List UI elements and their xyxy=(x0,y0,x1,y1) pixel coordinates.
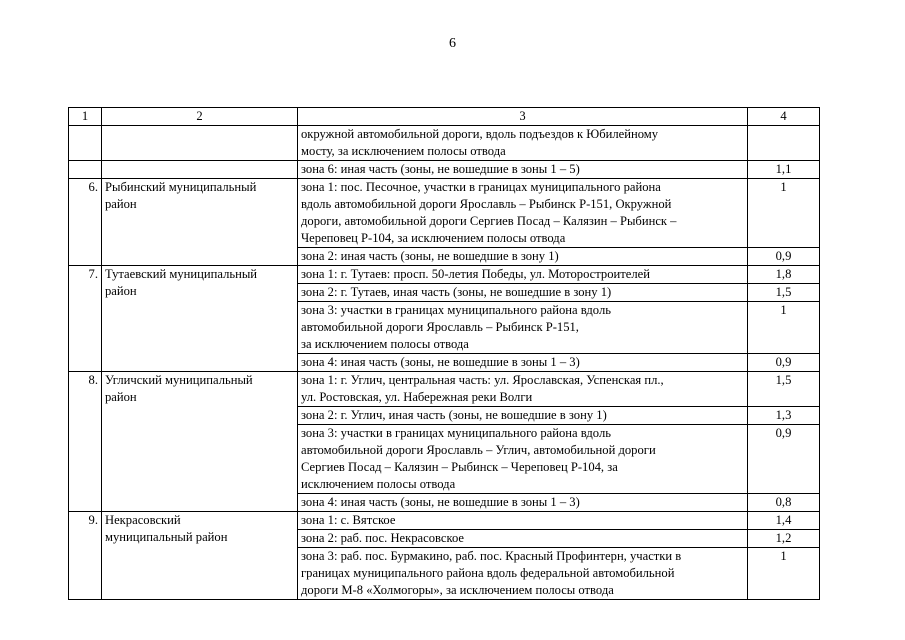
zone-text-line: зона 1: г. Углич, центральная часть: ул. Ярославская, Успенская пл., xyxy=(301,373,664,387)
zone-cell xyxy=(298,302,748,354)
zone-cell xyxy=(298,126,748,161)
district-name-line: муниципальный район xyxy=(105,530,228,544)
zone-text-line: зона 3: участки в границах муниципального района вдоль xyxy=(301,303,611,317)
zone-text-line: автомобильной дороги Ярославль – Рыбинск Р-151, xyxy=(301,320,579,334)
district-name xyxy=(102,179,298,266)
zone-text-line: за исключением полосы отвода xyxy=(301,337,469,351)
index-cell xyxy=(69,126,102,161)
header-cell: 4 xyxy=(748,108,820,126)
index-cell xyxy=(69,161,102,179)
zone-text-line: зона 2: иная часть (зоны, не вошедшие в зону 1) xyxy=(301,249,559,263)
table-row xyxy=(69,126,820,161)
zone-text-line: зона 2: раб. пос. Некрасовское xyxy=(301,531,465,545)
zone-text-line: Череповец Р-104, за исключением полосы отвода xyxy=(301,231,566,245)
coefficient-cell: 1,5 xyxy=(748,284,820,302)
table-row xyxy=(69,179,820,248)
table-row xyxy=(69,512,820,530)
district-name xyxy=(102,512,298,600)
zone-text-line: зона 1: с. Вятское xyxy=(301,513,396,527)
coefficient-cell: 1,4 xyxy=(748,512,820,530)
header-cell: 2 xyxy=(102,108,298,126)
zone-text-line: дороги М-8 «Холмогоры», за исключением полосы отвода xyxy=(301,583,614,597)
coefficient-cell: 1 xyxy=(748,302,820,354)
district-name-line: Тутаевский муниципальный xyxy=(105,267,258,281)
district-name-line: район xyxy=(105,197,137,211)
zone-cell xyxy=(298,530,748,548)
zone-text-line: окружной автомобильной дороги, вдоль подъездов к Юбилейному xyxy=(301,127,659,141)
zone-cell xyxy=(298,266,748,284)
district-name-line: Угличский муниципальный xyxy=(105,373,253,387)
zone-text-line: зона 3: раб. пос. Бурмакино, раб. пос. Красный Профинтерн, участки в xyxy=(301,549,682,563)
table-row xyxy=(69,161,820,179)
coefficient-cell: 0,9 xyxy=(748,354,820,372)
zone-text-line: мосту, за исключением полосы отвода xyxy=(301,144,506,158)
zone-text-line: зона 3: участки в границах муниципального района вдоль xyxy=(301,426,611,440)
coefficient-cell: 1,2 xyxy=(748,530,820,548)
zone-cell xyxy=(298,512,748,530)
zone-text-line: границах муниципального района вдоль федеральной автомобильной xyxy=(301,566,675,580)
zone-text-line: дороги, автомобильной дороги Сергиев Посад – Калязин – Рыбинск – xyxy=(301,214,677,228)
table-row xyxy=(69,266,820,284)
zone-text-line: зона 2: г. Тутаев, иная часть (зоны, не вошедшие в зону 1) xyxy=(301,285,612,299)
coefficient-cell: 1,5 xyxy=(748,372,820,407)
zone-cell xyxy=(298,425,748,494)
coefficient-cell: 1 xyxy=(748,179,820,248)
district-cell xyxy=(102,126,298,161)
zone-text-line: зона 2: г. Углич, иная часть (зоны, не вошедшие в зону 1) xyxy=(301,408,607,422)
zone-text-line: зона 4: иная часть (зоны, не вошедшие в зоны 1 – 3) xyxy=(301,495,580,509)
district-name-line: Некрасовский xyxy=(105,513,181,527)
coefficient-cell: 1,3 xyxy=(748,407,820,425)
coefficient-cell: 0,8 xyxy=(748,494,820,512)
zone-cell xyxy=(298,179,748,248)
district-name xyxy=(102,372,298,512)
coefficient-cell xyxy=(748,126,820,161)
district-name-line: район xyxy=(105,284,137,298)
coefficient-cell: 1 xyxy=(748,548,820,600)
zone-cell xyxy=(298,548,748,600)
district-cell xyxy=(102,161,298,179)
zone-cell xyxy=(298,248,748,266)
zone-cell xyxy=(298,494,748,512)
zone-cell xyxy=(298,284,748,302)
zone-text-line: зона 4: иная часть (зоны, не вошедшие в зоны 1 – 3) xyxy=(301,355,580,369)
zone-text-line: ул. Ростовская, ул. Набережная реки Волги xyxy=(301,390,533,404)
zone-cell xyxy=(298,372,748,407)
zones-table xyxy=(68,107,820,600)
zone-cell xyxy=(298,407,748,425)
zone-text-line: зона 6: иная часть (зоны, не вошедшие в зоны 1 – 5) xyxy=(301,162,580,176)
zone-text-line: Сергиев Посад – Калязин – Рыбинск – Череповец Р-104, за xyxy=(301,460,618,474)
district-name-line: Рыбинский муниципальный xyxy=(105,180,257,194)
header-cell: 3 xyxy=(298,108,748,126)
district-index: 8. xyxy=(69,372,102,512)
zone-text-line: зона 1: пос. Песочное, участки в границах муниципального района xyxy=(301,180,661,194)
district-name-line: район xyxy=(105,390,137,404)
header-cell: 1 xyxy=(69,108,102,126)
zone-text-line: вдоль автомобильной дороги Ярославль – Рыбинск Р-151, Окружной xyxy=(301,197,672,211)
page-number: 6 xyxy=(449,36,456,51)
district-index: 9. xyxy=(69,512,102,600)
coefficient-cell: 1,8 xyxy=(748,266,820,284)
zone-text-line: зона 1: г. Тутаев: просп. 50-летия Победы, ул. Моторостроителей xyxy=(301,267,650,281)
table-row xyxy=(69,372,820,407)
zone-cell xyxy=(298,161,748,179)
coefficient-cell: 0,9 xyxy=(748,248,820,266)
coefficient-cell: 0,9 xyxy=(748,425,820,494)
district-index: 7. xyxy=(69,266,102,372)
zone-cell xyxy=(298,354,748,372)
district-name xyxy=(102,266,298,372)
header-row xyxy=(69,108,820,126)
coefficient-cell: 1,1 xyxy=(748,161,820,179)
zone-text-line: исключением полосы отвода xyxy=(301,477,456,491)
district-index: 6. xyxy=(69,179,102,266)
zone-text-line: автомобильной дороги Ярославль – Углич, автомобильной дороги xyxy=(301,443,656,457)
